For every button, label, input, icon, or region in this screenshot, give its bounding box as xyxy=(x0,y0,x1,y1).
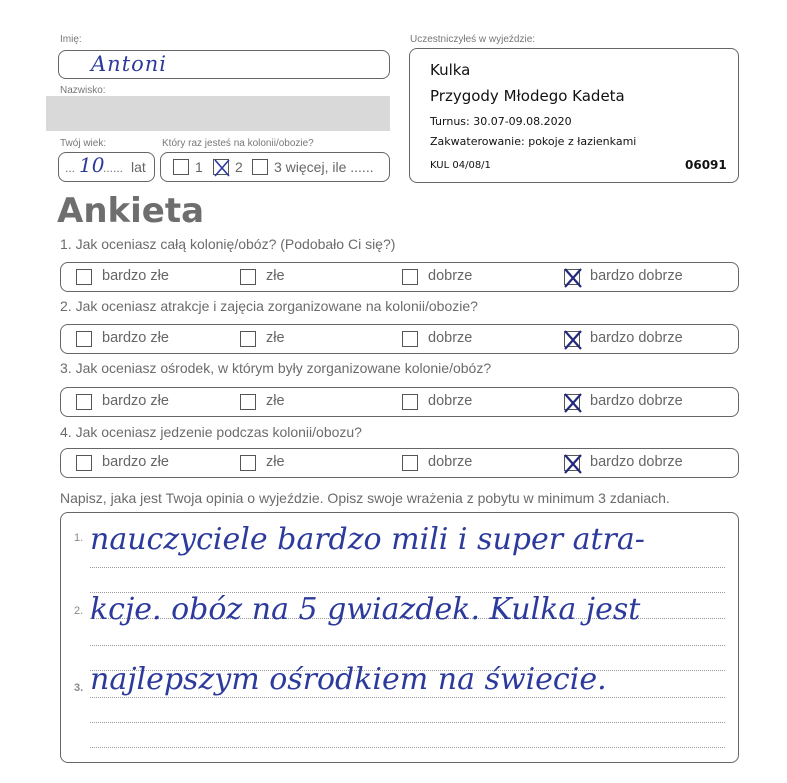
trip-label: Uczestniczyłeś w wyjeździe: xyxy=(410,34,536,45)
q3-option-1: bardzo złe xyxy=(102,393,169,409)
trip-place: Kulka xyxy=(430,61,471,79)
q3-option-4: bardzo dobrze xyxy=(590,393,683,409)
line-number-2: 2. xyxy=(74,605,84,617)
trip-number: 06091 xyxy=(685,158,727,172)
question-4: 4. Jak oceniasz jedzenie podczas kolonii/obozu? xyxy=(60,424,362,440)
q4-option-2: złe xyxy=(266,454,285,470)
q3-checkbox-4[interactable] xyxy=(564,394,580,410)
times-option-2: 2 xyxy=(235,159,243,175)
times-field xyxy=(160,152,390,182)
q1-checkbox-2[interactable] xyxy=(240,269,256,285)
trip-card xyxy=(409,48,739,183)
times-label: Który raz jesteś na kolonii/obozie? xyxy=(162,138,314,149)
q1-checkbox-4[interactable] xyxy=(564,269,580,285)
line-number-1: 1. xyxy=(74,532,84,544)
age-label: Twój wiek: xyxy=(60,138,107,149)
q3-option-3: dobrze xyxy=(428,393,473,409)
q2-option-4: bardzo dobrze xyxy=(590,330,683,346)
ruled-line xyxy=(90,567,725,568)
q4-checkbox-4[interactable] xyxy=(564,455,580,471)
handwritten-line-3: najlepszym ośrodkiem na świecie. xyxy=(90,662,607,697)
name-label: Imię: xyxy=(60,34,82,45)
q4-checkbox-3[interactable] xyxy=(402,455,418,471)
question-3: 3. Jak oceniasz ośrodek, w którym były zorganizowane kolonie/obóz? xyxy=(60,360,492,376)
q4-option-3: dobrze xyxy=(428,454,473,470)
q3-checkbox-1[interactable] xyxy=(76,394,92,410)
q1-option-2: złe xyxy=(266,268,285,284)
q2-option-1: bardzo złe xyxy=(102,330,169,346)
age-field[interactable] xyxy=(58,152,155,182)
q2-checkbox-1[interactable] xyxy=(76,331,92,347)
q4-checkbox-1[interactable] xyxy=(76,455,92,471)
times-checkbox-2[interactable] xyxy=(213,159,229,175)
check-mark-icon xyxy=(562,267,584,289)
q1-option-3: dobrze xyxy=(428,268,473,284)
surname-label: Nazwisko: xyxy=(60,85,106,96)
q1-checkbox-3[interactable] xyxy=(402,269,418,285)
opinion-prompt: Napisz, jaka jest Twoja opinia o wyjeździe. Opisz swoje wrażenia z pobytu w minimum 3 zdaniach. xyxy=(60,490,670,506)
name-value: Antoni xyxy=(91,52,168,76)
age-dots-left: ... xyxy=(65,161,76,175)
check-mark-icon xyxy=(211,157,233,179)
ruled-line xyxy=(90,645,725,646)
q1-option-4: bardzo dobrze xyxy=(590,268,683,284)
trip-accommodation: Zakwaterowanie: pokoje z łazienkami xyxy=(430,135,637,148)
ruled-line xyxy=(90,697,725,698)
times-checkbox-1[interactable] xyxy=(173,159,189,175)
check-mark-icon xyxy=(562,392,584,414)
question-2: 2. Jak oceniasz atrakcje i zajęcia zorganizowane na kolonii/obozie? xyxy=(60,298,478,314)
trip-name: Przygody Młodego Kadeta xyxy=(430,87,625,105)
times-option-3: 3 więcej, ile ...... xyxy=(274,159,374,175)
line-number-3: 3. xyxy=(74,682,84,694)
surname-redaction xyxy=(46,96,390,131)
q4-option-4: bardzo dobrze xyxy=(590,454,683,470)
ruled-line xyxy=(90,747,725,748)
q4-checkbox-2[interactable] xyxy=(240,455,256,471)
name-field[interactable] xyxy=(58,50,390,79)
q2-option-3: dobrze xyxy=(428,330,473,346)
check-mark-icon xyxy=(562,329,584,351)
trip-code: KUL 04/08/1 xyxy=(430,160,491,171)
q2-checkbox-3[interactable] xyxy=(402,331,418,347)
times-option-1: 1 xyxy=(195,159,203,175)
q2-option-2: złe xyxy=(266,330,285,346)
q2-checkbox-2[interactable] xyxy=(240,331,256,347)
ruled-line xyxy=(90,722,725,723)
question-1: 1. Jak oceniasz całą kolonię/obóz? (Podobało Ci się?) xyxy=(60,236,396,252)
age-value: 10 xyxy=(79,153,105,177)
q3-checkbox-3[interactable] xyxy=(402,394,418,410)
age-dots: ...... xyxy=(103,161,124,175)
survey-title: Ankieta xyxy=(57,191,205,231)
q1-checkbox-1[interactable] xyxy=(76,269,92,285)
q3-checkbox-2[interactable] xyxy=(240,394,256,410)
age-unit: lat xyxy=(131,159,146,175)
q3-option-2: złe xyxy=(266,393,285,409)
handwritten-line-2: kcje. obóz na 5 gwiazdek. Kulka jest xyxy=(90,592,641,627)
times-checkbox-3[interactable] xyxy=(252,159,268,175)
handwritten-line-1: nauczyciele bardzo mili i super atra- xyxy=(90,522,645,557)
q4-option-1: bardzo złe xyxy=(102,454,169,470)
trip-turnus: Turnus: 30.07-09.08.2020 xyxy=(430,115,572,128)
q2-checkbox-4[interactable] xyxy=(564,331,580,347)
check-mark-icon xyxy=(562,453,584,475)
q1-option-1: bardzo złe xyxy=(102,268,169,284)
